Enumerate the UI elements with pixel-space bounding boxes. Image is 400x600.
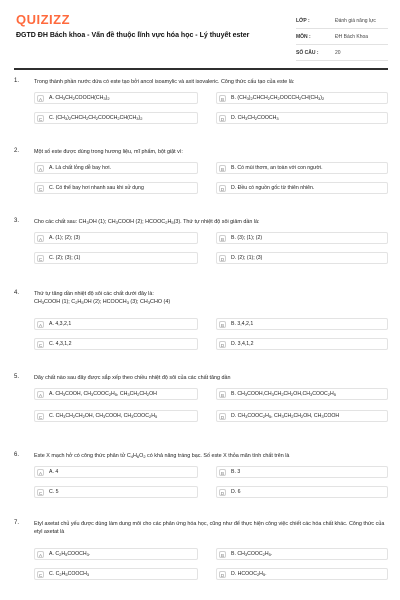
option-text: B. (3); (1); (2) [231,235,263,241]
option-letter-badge: D [220,187,225,192]
answer-option-c[interactable] [34,338,198,350]
option-letter-badge: A [38,393,43,398]
answer-option-b[interactable] [216,162,388,174]
option-letter-badge: D [220,257,225,262]
meta-row-subject [296,29,388,45]
option-text: D. 3,4,1,2 [231,341,254,347]
meta-row-class [296,13,388,29]
answer-option-d[interactable] [216,252,388,264]
option-text: C. (2); (3); (1) [49,255,81,261]
quizizz-logo: QUIZIZZ [16,12,71,27]
question-text: Trong thành phần nước dứa có este tạo bởi ancol isoamylic và axit isovaleric. Công thức cấu tạo của este là: [34,79,295,85]
option-letter-badge: C [38,415,43,420]
option-text: C. $(CH_3)_2CHCH_2CH_2COOCH_2CH(CH_3)_2$ [49,115,143,121]
option-letter-badge: C [38,491,43,496]
option-text: A. Là chất lỏng dễ bay hơi. [49,165,111,171]
answer-option-b[interactable] [216,92,388,104]
answer-option-b[interactable] [216,548,388,560]
answer-option-a[interactable] [34,318,198,330]
option-letter-badge: B [220,167,225,172]
option-text: D. $CH_3CH_2COOCH_3$ [231,115,279,121]
option-letter-badge: B [220,97,225,102]
answer-option-a[interactable] [34,162,198,174]
option-letter-badge: D [220,573,225,578]
answer-option-d[interactable] [216,486,388,498]
option-text: C. 5 [49,489,59,495]
meta-value: Đánh giá năng lực [335,17,376,24]
meta-value: ĐH Bách Khoa [335,33,369,40]
answer-option-b[interactable] [216,232,388,244]
option-letter-badge: A [38,553,43,558]
answer-option-a[interactable] [34,548,198,560]
option-text: D. $HCOOC_2H_5$. [231,571,267,577]
answer-option-d[interactable] [216,568,388,580]
answer-option-a[interactable] [34,232,198,244]
question-number: 7. [14,520,20,526]
answer-option-b[interactable] [216,388,388,400]
option-text: B. $(CH_3)_2CHCH_2CH_2OOCCH_2CH(CH_3)_2$ [231,95,325,101]
option-letter-badge: D [220,415,225,420]
option-letter-badge: C [38,343,43,348]
option-letter-badge: B [220,323,225,328]
option-letter-badge: B [220,471,225,476]
answer-option-a[interactable] [34,466,198,478]
option-text: B. $CH_3COOH,CH_3CH_2CH_2OH,CH_3COOC_2H_5$ [231,391,337,397]
option-text: D. Đều có nguồn gốc từ thiên nhiên. [231,185,315,191]
question-number: 1. [14,78,20,84]
option-text: C. 4,3,1,2 [49,341,72,347]
option-text: D. $CH_3COOC_2H_5$, $CH_3CH_2CH_2OH$, $CH_3COOH$ [231,413,340,419]
option-text: D. (2); (1); (3) [231,255,263,261]
option-letter-badge: A [38,471,43,476]
option-text: B. $CH_3COOC_2H_5$. [231,551,273,557]
answer-option-d[interactable] [216,338,388,350]
question-number: 6. [14,452,20,458]
question-number: 5. [14,374,20,380]
header-divider [14,68,388,70]
answer-option-d[interactable] [216,112,388,124]
option-text: B. Có mùi thơm, an toàn với con người. [231,165,323,171]
option-letter-badge: A [38,237,43,242]
option-letter-badge: B [220,237,225,242]
question-text: Cho các chất sau: $CH_3OH$ (1); $CH_3COOH$ (2); $HCOOC_2H_5(3)$. Thứ tự nhiệt độ sôi giảm dần là: [34,219,260,225]
answer-option-b[interactable] [216,318,388,330]
answer-option-d[interactable] [216,182,388,194]
meta-label: MÔN : [296,33,311,40]
option-text: D. 6 [231,489,241,495]
meta-row-count [296,45,388,61]
option-text: A. $CH_3CH_2COOCH(CH_3)_2$ [49,95,110,101]
question-number: 4. [14,290,20,296]
question-text: Este X mạch hở có công thức phân tử $C_4H_6O_2$ có khả năng tráng bạc. Số este X thỏa mãn tính chất trên là [34,453,290,459]
answer-option-c[interactable] [34,112,198,124]
meta-label: SỐ CÂU : [296,49,319,56]
option-letter-badge: D [220,491,225,496]
option-letter-badge: A [38,167,43,172]
answer-option-d[interactable] [216,410,388,422]
option-letter-badge: C [38,573,43,578]
option-letter-badge: A [38,323,43,328]
option-text: B. 3 [231,469,241,475]
option-text: A. $C_2H_5COOCH_3$. [49,551,91,557]
option-text: A. (1); (2); (3) [49,235,81,241]
question-number: 2. [14,148,20,154]
option-text: A. 4 [49,469,59,475]
question-text: Thứ tự tăng dần nhiệt độ sôi các chất dưới đây là: $CH_3COOH$ (1); $C_2H_5OH$ (2); $HCOOCH_3$ (3); $CH_3CHO$ (4) [34,291,171,305]
option-letter-badge: A [38,97,43,102]
option-letter-badge: D [220,117,225,122]
answer-option-a[interactable] [34,388,198,400]
quiz-title: ĐGTD ĐH Bách khoa - Vấn đề thuộc lĩnh vực hóa học - Lý thuyết ester [16,32,250,39]
option-text: C. $CH_3CH_2CH_2OH$, $CH_3COOH$, $CH_3COOC_2H_5$ [49,413,158,419]
question-text: Dãy chất nào sau đây được sắp xếp theo chiều nhiệt độ sôi của các chất tăng dần [34,375,231,381]
answer-option-b[interactable] [216,466,388,478]
option-letter-badge: C [38,117,43,122]
option-text: C. Có thể bay hơi nhanh sau khi sử dụng [49,185,144,191]
answer-option-c[interactable] [34,182,198,194]
answer-option-a[interactable] [34,92,198,104]
answer-option-c[interactable] [34,252,198,264]
option-letter-badge: D [220,343,225,348]
answer-option-c[interactable] [34,486,198,498]
option-text: C. $C_2H_5COOCH_3$ [49,571,90,577]
option-letter-badge: C [38,257,43,262]
answer-option-c[interactable] [34,568,198,580]
quiz-meta [296,13,388,61]
option-letter-badge: B [220,393,225,398]
question-text: Một số este được dùng trong hương liệu, mĩ phẩm, bột giặt vì: [34,149,183,155]
meta-value: 20 [335,49,341,56]
question-number: 3. [14,218,20,224]
option-letter-badge: B [220,553,225,558]
question-text: Etyl axetat chủ yếu được dùng làm dung môi cho các phản ứng hóa học, cũng như để thực hiện công việc chiết các hóa chất khác. Công thức của etyl axetat là [34,521,385,535]
answer-option-c[interactable] [34,410,198,422]
option-text: A. $CH_3COOH$, $CH_3COOC_2H_5$, $CH_3CH_2CH_2OH$ [49,391,157,397]
option-text: B. 3,4,2,1 [231,321,254,327]
meta-label: LỚP : [296,17,310,24]
option-text: A. 4,3,2,1 [49,321,72,327]
option-letter-badge: C [38,187,43,192]
